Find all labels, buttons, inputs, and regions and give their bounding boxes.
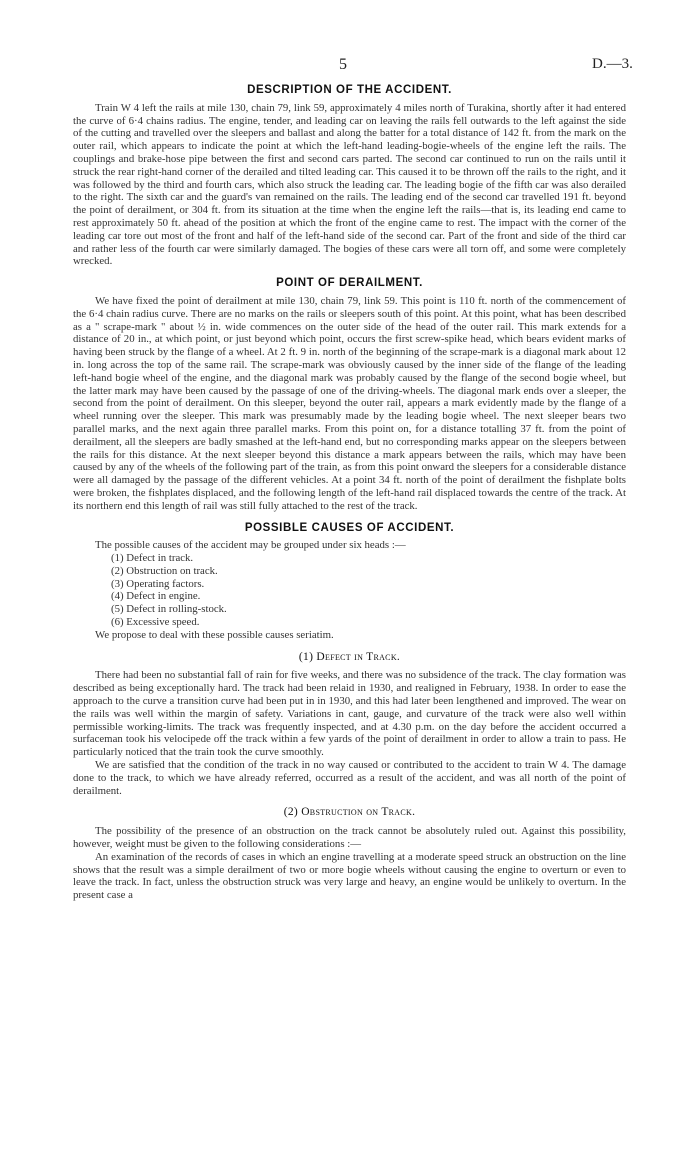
paragraph: An examination of the records of cases in which an engine travelling at a moderate speed struck an obstruction on the line shows that the result was a simple derailment of two or more bogie wheels without causing the engine to overturn or even to leave the track. In fact, unless the obstruction struck was very large and heavy, an engine would be unlikely to overturn. In the present case a [73,850,626,902]
paragraph: We have fixed the point of derailment at mile 130, chain 79, link 59. This point is 110 ft. north of the commencement of the 6·4 chain radius curve. There are no marks on the rails or sleepers south of this point. At this point, what has been described as a " scrape-mark " about ½ in. wide commences on the outer side of the head of the outer rail. This mark extends for a distance of 20 in., at which point, or just beyond which point, occurs the first screw-spike head, which bears evident marks of having been struck by the flange of a wheel. At 2 ft. 9 in. north of the beginning of the scrape-mark is a diagonal mark about 12 in. long across the top of the same rail. The scrape-mark was obviously caused by the inner side of the flange of the leading left-hand bogie wheel of the engine, and the diagonal mark was probably caused by the flange of the second bogie wheel, but the latter mark may have been caused by the passage of one of the driving-wheels. The diagonal mark ends over a sleeper, the second from the point of derailment. On this sleeper, beyond the outer rail, appears a mark evidently made by the flange of a wheel running over the sleeper. This mark was presumably made by the leading bogie wheel. The next sleeper bears two parallel marks, and the next again three parallel marks. From this point on, for a distance totalling 37 ft. from the point of derailment, all the sleepers are badly smashed at the left-hand end, but no corresponding marks appear on the sleepers between the rails for this distance. At the next sleeper beyond this distance a mark appears between the rails, which may have been caused by any of the wheels of the following part of the train, as from this point onward the sleepers for a considerable distance were all damaged by the passage of the different vehicles. At a point 34 ft. north of the point of derailment the fishplate bolts were broken, the fishplates displaced, and the following length of the left-hand rail displaced towards the centre of the track. At its northern end this length of rail was still fully attached to the rest of the track. [73,294,626,512]
section-title: POINT OF DERAILMENT. [276,277,423,290]
section-obstruction-on-track [73,806,626,902]
paragraph: Train W 4 left the rails at mile 130, chain 79, link 59, approximately 4 miles north of Turakina, shortly after it had entered the curve of 6·4 chains radius. The engine, tender, and leading car on leaving the rails fell outwards to the left against the side of the cutting and travelled over the sleepers and ballast and along the batter for a total distance of 142 ft. from the mark on the outer rail, which appears to indicate the point at which the left-hand leading-bogie-wheels of the engine left the rails. The couplings and brake-hose pipe between the first and second cars parted. The second car continued to run on the rails until it struck the rear right-hand corner of the derailed and tilted leading car. This caused it to be thrown off the rails to the right, and it was followed by the third and fourth cars, which also struck the leading car. The leading bogie of the fifth car was also derailed to the right. The sixth car and the guard's van remained on the rails. The leading end of the second car travelled 191 ft. beyond the point of derailment, or 304 ft. from its situation at the time when the engine left the rails—that is, its leading end came to rest approximately 50 ft. ahead of the position at which the front of the engine came to rest. The impact with the corner of the leading car tore out most of the front and half of the left-hand side of the second car. Part of the front and side of the third car and rather less of the fourth car were similarly damaged. The bogies of these cars were all torn off, and some were completely wrecked. [73,101,626,268]
section-title: DESCRIPTION OF THE ACCIDENT. [247,84,452,96]
paragraph: We are satisfied that the condition of the track in no way caused or contributed to the accident to train W 4. The damage done to the track, to which we have already referred, occurred as a result of the accident, and was all north of the point of derailment. [73,759,626,797]
page-number: 5 [339,56,347,73]
list-item: (5) Defect in rolling-stock. [111,603,227,616]
paragraph: The possibility of the presence of an obstruction on the track cannot be absolutely ruled out. Against this possibility, however, weight must be given to the following considerations :— [73,825,626,851]
section-title: POSSIBLE CAUSES OF ACCIDENT. [244,521,455,534]
document-reference: D.—3. [592,56,633,72]
list-item: (3) Operating factors. [111,577,205,590]
subsection-title: (2) Obstruction on Track. [283,806,416,819]
section-defect-in-track [73,651,626,798]
section-point-of-derailment [73,277,626,512]
causes-list [111,552,626,629]
list-item: (2) Obstruction on track. [111,564,218,577]
section-description [73,84,626,268]
paragraph: There had been no substantial fall of rain for five weeks, and there was no subsidence of the track. The clay formation was described as being exceptionally hard. The track had been relaid in 1930, and realigned in February, 1938. In order to ease the approach to the curve a transition curve had been put in in 1930, and this had later been lengthened and improved. The wear on the rails was well within the margin of safety. Variations in cant, gauge, and curvature of the track were also well within permissible working-limits. The track was frequently inspected, and at 4.30 p.m. on the day before the accident occurred a surfaceman took his velocipede off the track within a few yards of the point of derailment in order to allow a train to pass. He particularly noticed that the train took the curve smoothly. [73,669,626,759]
paragraph: The possible causes of the accident may be grouped under six heads :— [95,539,406,552]
section-possible-causes [73,522,626,642]
paragraph: We propose to deal with these possible causes seriatim. [95,628,334,641]
list-item: (6) Excessive speed. [111,616,200,629]
list-item: (1) Defect in track. [111,552,194,565]
subsection-title: (1) Defect in Track. [298,650,401,663]
list-item: (4) Defect in engine. [111,590,201,603]
page-body [73,84,626,911]
